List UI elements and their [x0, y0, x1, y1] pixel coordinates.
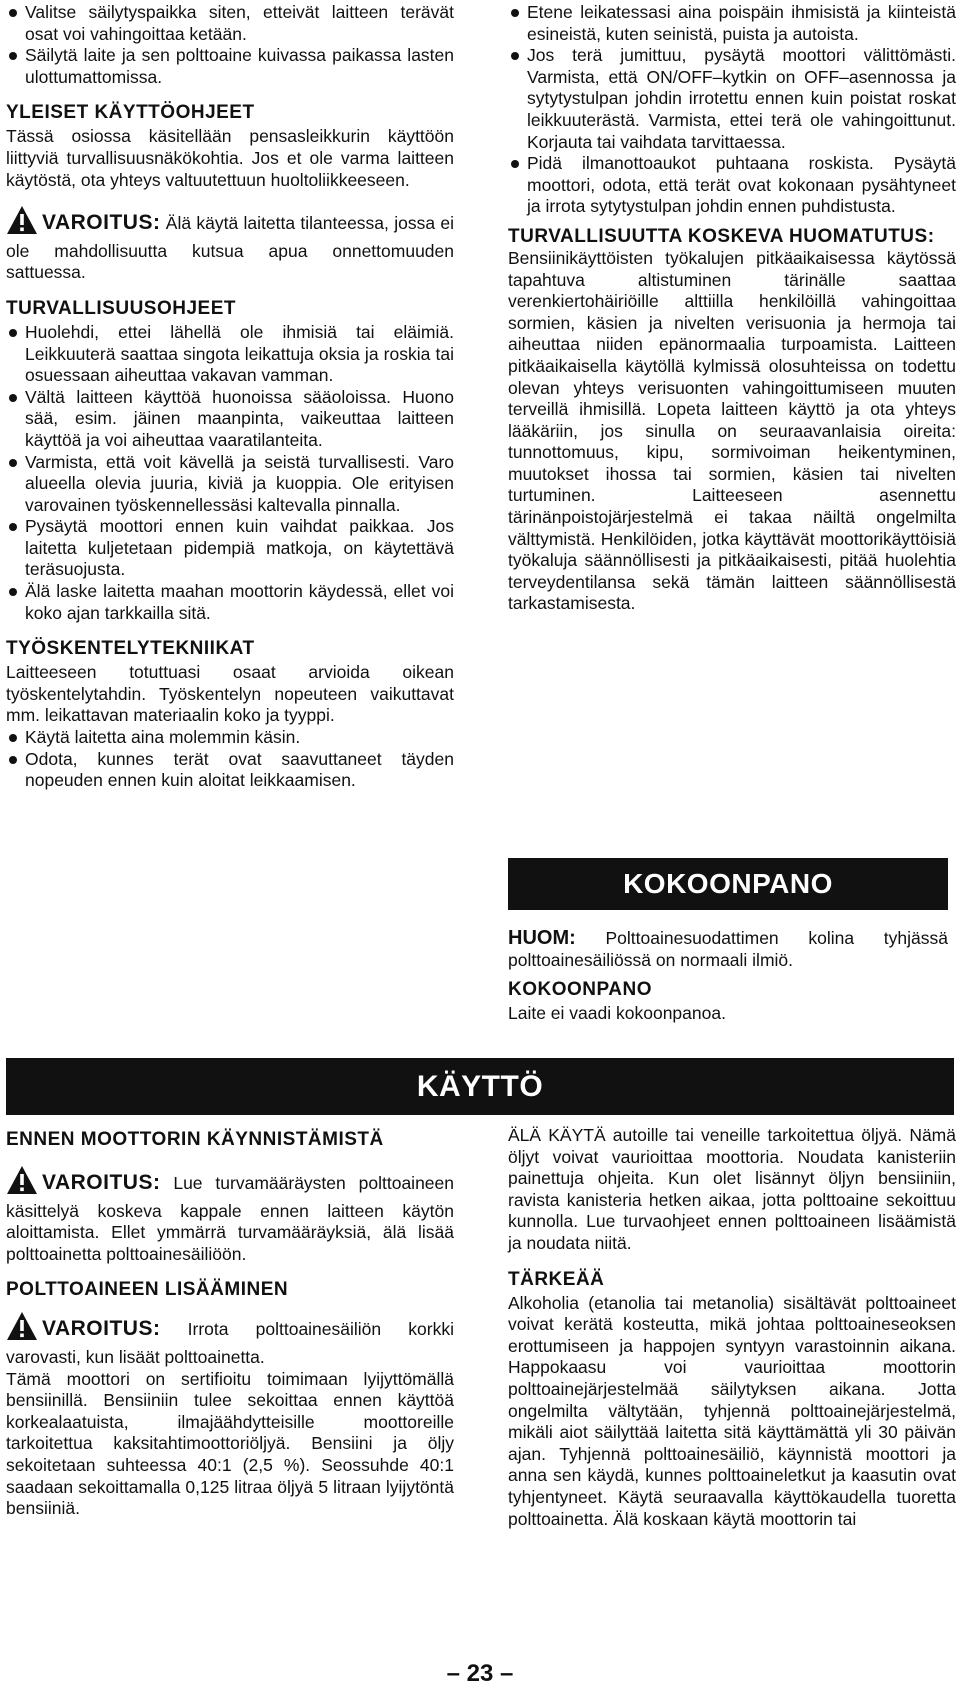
section-heading-technique: TYÖSKENTELYTEKNIIKAT	[6, 638, 255, 660]
list-item: Huolehdi, ettei lähellä ole ihmisiä tai eläimiä. Leikkuuterä saattaa singota leikattuja oksia ja roskia tai osuessaan aiheuttaa vakavan vamman.	[6, 322, 454, 387]
section-heading-health: TURVALLISUUTTA KOSKEVA HUOMATUTUS:	[508, 225, 935, 247]
right-column-bottom	[508, 1125, 956, 1530]
list-item: Valitse säilytyspaikka siten, etteivät laitteen terävät osat voi vahingoittaa ketään.	[6, 2, 454, 45]
section-heading-fuel: POLTTOAINEEN LISÄÄMINEN	[6, 1279, 289, 1301]
list-item: Etene leikatessasi aina poispäin ihmisistä ja kiinteistä esineistä, kuten seinistä, puista ja autoista.	[508, 2, 956, 45]
technique-list	[6, 727, 454, 792]
bullet-icon	[9, 52, 17, 60]
oil-text: ÄLÄ KÄYTÄ autoille tai veneille tarkoitettua öljyä. Nämä öljyt voivat vaurioittaa moottoria. Noudata kanisteriin painettuja ohjeita. Kun olet lisännyt öljyn bensiiniin, ravista kanisteria hetken aikaa, jotta polttoaine sekoittuu kunnolla. Lue turvaohjeet ennen polttoaineen lisäämistä ja noudata niitä.	[508, 1125, 956, 1253]
warning-triangle-icon	[6, 205, 38, 241]
warning-title: VAROITUS:	[42, 211, 161, 235]
list-item: Odota, kunnes terät ovat saavuttaneet täyden nopeuden ennen kuin aloitat leikkaamisen.	[6, 749, 454, 792]
list-item: Pysäytä moottori ennen kuin vaihdat paikkaa. Jos laitetta kuljetetaan pidempiä matkoja, on käytettävä teräsuojusta.	[6, 516, 454, 581]
list-item: Varmista, että voit kävellä ja seistä turvallisesti. Varo alueella olevia juuria, kiviä ja kuoppia. Ole erityisen varovainen työskennellessäsi kaltevalla pinnalla.	[6, 452, 454, 517]
banner-assembly: KOKOONPANO	[508, 858, 948, 910]
fuel-text: Tämä moottori on sertifioitu toimimaan lyijyttömällä bensiinillä. Bensiiniin tulee sekoittaa ennen käyttöä korkealaatuista, ilmajäähdytteisille moottoreille tarkoitettua kaksitahtimoottoriöljyä. Bensiini ja öljy sekoitetaan suhteessa 40:1 (2,5 %). Seossuhde 40:1 saadaan sekoittamalla 0,125 litraa öljyä 5 litraan lyijytöntä bensiiniä.	[6, 1368, 454, 1519]
left-column-bottom	[6, 1125, 454, 1520]
general-text: Tässä osiossa käsitellään pensasleikkurin käyttöön liittyviä turvallisuusnäkökohtia. Jos et ole varma laitteen käytöstä, ota yhteys valtuutettuun huoltoliikkeeseen.	[6, 126, 454, 190]
note-paragraph	[508, 928, 948, 971]
note-label: HUOM:	[508, 927, 576, 949]
list-item: Vältä laitteen käyttöä huonoissa sääoloissa. Huono sää, esim. jäinen maanpinta, vaikeuttaa laitteen käyttöä ja voi aiheuttaa vaaratilanteita.	[6, 387, 454, 452]
right-column-top	[508, 2, 956, 615]
warning-block	[6, 1311, 454, 1368]
banner-operation: KÄYTTÖ	[6, 1058, 954, 1115]
bullet-icon	[511, 52, 519, 60]
bullet-icon	[9, 329, 17, 337]
safety-list	[6, 322, 454, 624]
list-item: Säilytä laite ja sen polttoaine kuivassa paikassa lasten ulottumattomissa.	[6, 45, 454, 88]
bullet-icon	[511, 9, 519, 17]
bullet-icon	[9, 523, 17, 531]
warning-text: Lue turvamääräysten polttoaineen käsittelyä koskeva kappale ennen laitteen käytön aloittamista. Ellet ymmärrä turvamääräyksiä, älä lisää polttoainetta polttoainesäiliöön.	[6, 1173, 454, 1264]
warning-text: Älä käytä laitetta tilanteessa, jossa ei ole mahdollisuutta kutsua apua onnettomuuden sattuessa.	[6, 213, 454, 283]
bullet-icon	[9, 734, 17, 742]
important-text: Alkoholia (etanolia tai metanolia) sisältävät polttoaineet voivat kerätä kosteutta, mikä johtaa polttoaineseoksen erottumiseen ja happojen syntyyn varastoinnin aikana. Happokaasu voi vaurioittaa moottorin polttoainejärjestelmää säilytyksen aikana. Jotta ongelmilta vältytään, tyhjennä polttoainejärjestelmä, mikäli aiot säilyttää laitetta sitä käyttämättä yli 30 päivän ajan. Tyhjennä polttoainesäiliö, käynnistä moottori ja anna sen käydä, kunnes polttoaineletkut ja kaasutin ovat tyhjentyneet. Käytä seuraavalla käyttökaudella tuoretta polttoainetta. Älä koskaan käytä moottorin tai	[508, 1292, 956, 1529]
warning-title: VAROITUS:	[42, 1171, 161, 1194]
storage-list	[6, 2, 454, 88]
warning-text: Irrota polttoainesäiliön korkki varovasti, kun lisäät polttoainetta.	[6, 1319, 454, 1367]
assembly-text: Laite ei vaadi kokoonpanoa.	[508, 1003, 726, 1024]
bullet-icon	[9, 588, 17, 596]
section-heading-before-start: ENNEN MOOTTORIN KÄYNNISTÄMISTÄ	[6, 1129, 384, 1150]
health-text: Bensiinikäyttöisten työkalujen pitkäaikaisessa käytössä tapahtuva altistuminen tärinälle saattaa verenkiertohäiriöille alttiilla henkilöillä vahingoittaa sormien, käsien ja nivelten verisuonia ja hermoja tai aiheuttaa niiden epänormaalia turpoamista. Laitteen pitkäaikaisella käytöllä kylmissä olosuhteissa on todettu olevan yhteys verisuonten vahingoittumiseen muuten terveillä ihmisillä. Lopeta laitteen käyttö ja ota yhteys lääkäriin, jos sinulla on seuraavanlaisia oireita: tunnottomuus, kipu, sormivoiman heikentyminen, muutokset ihossa tai sormien, käsien tai nivelten turtuminen. Laitteeseen asennettu tärinänpoistojärjestelmä ei takaa näiltä ongelmilta välttymistä. Henkilöiden, jotka käyttävät moottorikäyttöisiä työkaluja säännöllisesti ja pitkäaikaisesti, pitää huolehtia terveydentilansa sekä tämän laitteen säännöllisestä tarkastamisesta.	[508, 247, 956, 614]
list-item: Älä laske laitetta maahan moottorin käydessä, ellet voi koko ajan tarkkailla sitä.	[6, 581, 454, 624]
assembly-section	[508, 928, 948, 1025]
warning-triangle-icon	[6, 1165, 38, 1201]
warning-block	[6, 1165, 454, 1265]
note-text: Polttoainesuodattimen kolina tyhjässä polttoainesäiliössä on normaali ilmiö.	[508, 928, 948, 970]
bullet-icon	[9, 9, 17, 17]
bullet-icon	[9, 756, 17, 764]
bullet-icon	[9, 394, 17, 402]
operation-list	[508, 2, 956, 218]
list-item: Pidä ilmanottoaukot puhtaana roskista. Pysäytä moottori, odota, että terät ovat kokonaan pysähtyneet ja irrota sytytystulpan johdin ennen puhdistusta.	[508, 153, 956, 218]
section-heading-important: TÄRKEÄÄ	[508, 1268, 605, 1290]
bullet-icon	[9, 459, 17, 467]
section-heading-assembly: KOKOONPANO	[508, 979, 652, 1001]
bullet-icon	[511, 160, 519, 168]
warning-title: VAROITUS:	[42, 1317, 161, 1341]
page-number: – 23 –	[446, 1660, 514, 1687]
warning-triangle-icon	[6, 1311, 38, 1347]
list-item: Käytä laitetta aina molemmin käsin.	[6, 727, 454, 749]
left-column-top	[6, 2, 454, 792]
warning-block	[6, 205, 454, 284]
section-heading-safety: TURVALLISUUSOHJEET	[6, 297, 236, 319]
section-heading-general: YLEISET KÄYTTÖOHJEET	[6, 102, 255, 124]
technique-text: Laitteeseen totuttuasi osaat arvioida oikean työskentelytahdin. Työskentelyn nopeuteen vaikuttavat mm. leikattavan materiaalin koko ja tyyppi.	[6, 662, 454, 726]
list-item: Jos terä jumittuu, pysäytä moottori välittömästi. Varmista, että ON/OFF–kytkin on OFF–asennossa ja sytytystulpan johdin irrotettu ennen kuin poistat roskat leikkuuterästä. Varmista, ettei terä ole vahingoittunut. Korjauta tai vaihdata tarvittaessa.	[508, 45, 956, 153]
